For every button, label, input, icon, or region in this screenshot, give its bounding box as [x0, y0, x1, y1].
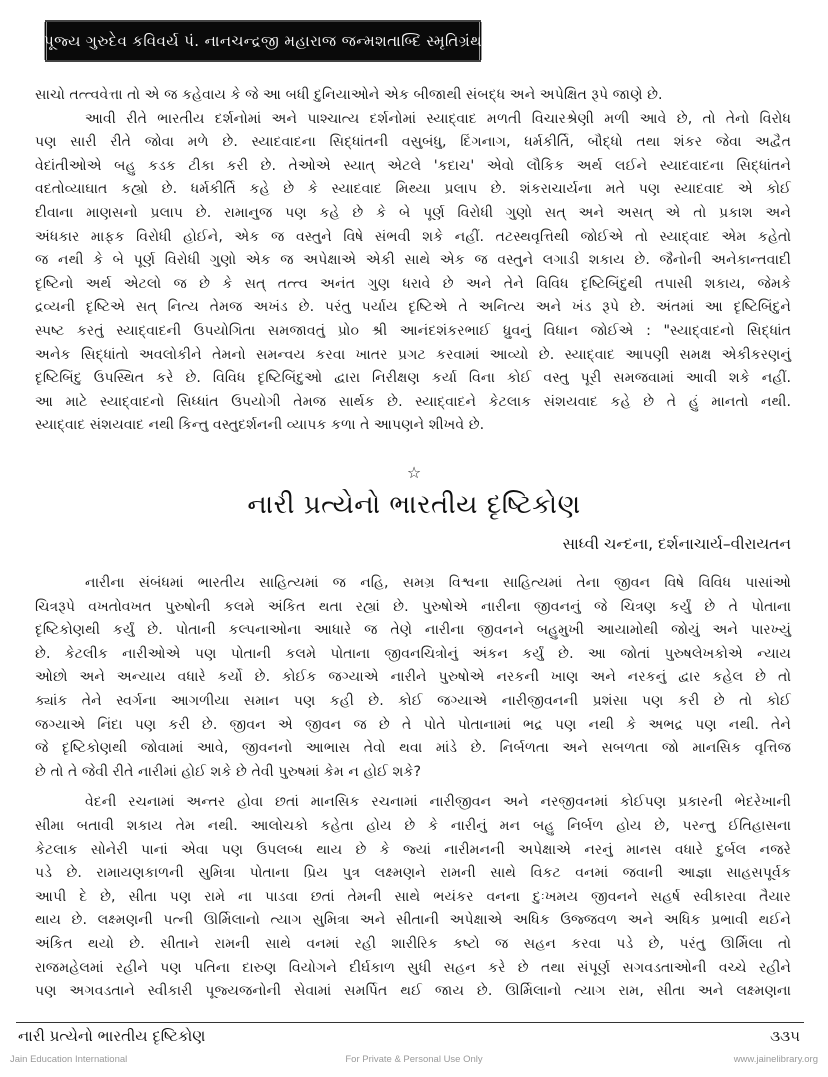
article-body — [35, 572, 791, 1004]
text-line: જગ્યાએ નિંદા પણ કરી છે. જીવન એ જીવન જ છે તે પોતે પોતાનામાં ભદ્ર પણ નથી કે અભદ્ર પણ નથી. તેને — [35, 716, 791, 733]
text-line: દીવાના માણસનો પ્રલાપ છે. રામાનુજ પણ કહે છે કે બે પૂર્ણ વિરોધી ગુણો સત્ અને અસત્ એ તો પ્રકાશ અને — [35, 204, 791, 221]
text-line: અનેક સિદ્ધાંતો અવલોકીને તેમનો સમન્વય કરવા ખાતર પ્રગટ કરવામાં આવ્યો છે. સ્યાદ્‌વાદ આપણી સમક્ષ એકીકરણનું — [35, 346, 791, 363]
text-line: પણ અગવડતાને સ્વીકારી પૂજ્યજનોની સેવામાં સમર્પિત થઈ જાય છે. ઊર્મિલાનો ત્યાગ રામ, સીતા અને લક્ષ્મણના — [35, 983, 791, 1000]
paragraph — [35, 108, 791, 132]
text-line: અંધકાર માફક વિરોધી હોઈને, એક જ વસ્તુને વિષે સંભવી શકે નહીં. તટસ્થવૃત્તિથી જોઈએ તો સ્યાદ્‌વાદ એમ કહેતો — [35, 228, 791, 245]
text-line: દૃષ્ટિનો અર્થ એટલો જ છે કે સત્ તત્ત્વ અનંત ગુણ ધરાવે છે અને તેને વિવિધ દૃષ્ટિબિંદુથી તપાસી શકાય, જેમકે — [35, 275, 791, 292]
text-line: સ્યાદ્‌વાદ સંશયવાદ નથી કિન્તુ વસ્તુદર્શનની વ્યાપક કળા તે આપણને શીખવે છે. — [35, 417, 485, 434]
text-line: દ્રવ્યની દૃષ્ટિએ સત્ નિત્ય તેમજ અખંડ છે. પરંતુ પર્યાય દૃષ્ટિએ તે અનિત્ય અને ખંડ રૂપે છે. અંતમાં આ દૃષ્ટિબિંદુને — [35, 299, 791, 316]
book-title-banner — [44, 22, 482, 60]
page-number: ૩૩૫ — [770, 1027, 800, 1045]
text-line: થાય છે. લક્ષ્મણની પત્ની ઊર્મિલાનો ત્યાગ સુમિત્રા અને સીતાની અપેક્ષાએ અધિક ઉજ્જવળ અને અધિક પ્રભાવી થઈને — [35, 912, 791, 929]
running-footer-title: નારી પ્રત્યેનો ભારતીય દૃષ્ટિકોણ — [18, 1027, 206, 1045]
text-line: વેદની રચનામાં અન્તર હોવા છતાં માનસિક રચનામાં નારીજીવન અને નરજીવનમાં કોઈપણ પ્રકારની ભેદરેખાની — [85, 794, 791, 811]
text-line: જે દૃષ્ટિકોણથી જોવામાં આવે, જીવનનો આભાસ તેવો થવા માંડે છે. નિર્બળતા અને સબળતા જો માનસિક વૃત્તિજ — [35, 740, 791, 757]
credit-website-link[interactable]: www.jainelibrary.org — [733, 1054, 818, 1065]
text-line: છે તો તે જેવી રીતે નારીમાં હોઈ શકે છે તેવી પુરુષમાં કેમ ન હોઈ શકે? — [35, 763, 422, 780]
text-line: દૃષ્ટિકોણથી કર્યું છે. પોતાની કલ્પનાઓના આધારે જ તેણે નારીના જીવનને બહુમુખી આયામોથી જોયું અને પારખ્યું — [35, 622, 791, 639]
text-line: અંકિત થયો છે. સીતાને રામની સાથે વનમાં રહી શારીરિક કષ્ટો જ સહન કરવા પડે છે, પરંતુ ઊર્મિલા તો — [35, 935, 791, 952]
text-line: વેદાંતીઓએ બહુ કડક ટીકા કરી છે. તેઓએ સ્યાત્ એટલે 'કદાચ' એવો લૌકિક અર્થ લઈને સ્યાદવાદના સિદ્ધાંતને — [35, 157, 791, 174]
previous-article-body — [35, 84, 791, 438]
book-title-text: પૂજ્ય ગુરુદેવ કવિવર્ય પં. નાનચન્દ્રજી મહારાજ જન્મશતાબ્દિ સ્મૃતિગ્રંથ — [43, 32, 483, 50]
text-line: વદતોવ્યાઘાત કહ્યો છે. ધર્મકીર્તિ કહે છે કે સ્યાદવાદ મિથ્યા પ્રલાપ છે. શંકરાચાર્યના મતે પણ સ્યાદવાદ એ કોઈ — [35, 181, 791, 198]
text-line: છે. કેટલીક નારીઓએ પણ પોતાની કલમે પોતાના જીવનચિત્રોનું અંકન કર્યું છે. આ જોતાં પુરુષલેખકોએ ન્યાય — [35, 645, 791, 662]
text-line: ક્યાંક તેને સ્વર્ગના આગળીયા સમાન પણ કહી છે. કોઈ જગ્યાએ નારીજીવનની પ્રશંસા પણ કરી છે તો કોઈ — [35, 692, 791, 709]
text-line: દૃષ્ટિબિંદુ ઉપસ્થિત કરે છે. વિવિધ દૃષ્ટિબિંદુઓ દ્વારા નિરીક્ષણ કર્યા વિના કોઈ વસ્તુ પૂરી સમજવામાં આવી શકે નહીં. — [35, 370, 791, 387]
text-line: કેટલાક સોનેરી પાનાં એવા પણ ઉપલબ્ધ થાય છે કે જ્યાં નારીમનની અપેક્ષાએ નરનું માનસ વધારે દુર્બલ નજરે — [35, 841, 791, 858]
text-line: ઓછો અને અન્યાય વધારે કર્યો છે. કોઈક જગ્યાએ નારીને પુરુષોએ નરકની ખાણ અને નરકનું દ્વાર કહેલ છે તો — [35, 669, 791, 686]
paragraph — [35, 84, 791, 108]
text-line: જ નથી કે બે પૂર્ણ વિરોધી ગુણો એક જ અપેક્ષાએ એકી સાથે એક જ વસ્તુને લગાડી શકાય છે. જૈનોની અનેકાન્તવાદી — [35, 252, 791, 269]
text-line: આવી રીતે ભારતીય દર્શનોમાં અને પાશ્ચાત્ય દર્શનોમાં સ્યાદ્‌વાદ મળતી વિચારશ્રેણી મળી આવે છે, તો તેનો વિરોધ — [85, 110, 791, 127]
text-line: પડે છે. રામાયણકાળની સુમિત્રા પોતાના પ્રિય પુત્ર લક્ષ્મણને રામની સાથે વિકટ વનમાં જવાની આજ્ઞા સાહસપૂર્વક — [35, 865, 791, 882]
text-line: સીમા બતાવી શકાય તેમ નથી. આલોચકો કહેતા હોય છે કે નારીનું મન બહુ નિર્બળ હોય છે, પરન્તુ ઈતિહાસના — [35, 817, 791, 834]
text-line: પણ સારી રીતે જોવા મળે છે. સ્યાદવાદના સિદ્ધાંતની વસુબંધુ, દિંગનાગ, ધર્મકીર્તિ, બૌદ્ધો તથા શંકર જેવા અદ્વૈત — [35, 134, 791, 151]
credit-usage-note: For Private & Personal Use Only — [345, 1054, 483, 1065]
star-divider-icon: ☆ — [406, 463, 422, 482]
text-line: સાચો તત્ત્વવેત્તા તો એ જ કહેવાય કે જે આ બધી દુનિયાઓને એક બીજાથી સંબદ્ધ અને અપેક્ષિત રૂપે જાણે છે. — [35, 87, 663, 103]
text-line: રાજમહેલમાં રહીને પણ પતિના દારુણ વિયોગને દીર્ઘકાળ સુધી સહન કરે છે તથા સંપૂર્ણ સગવડતાઓની વચ્ચે રહીને — [35, 959, 791, 976]
footer-divider — [16, 1022, 804, 1023]
text-line: નારીના સંબંધમાં ભારતીય સાહિત્યમાં જ નહિ, સમગ્ર વિશ્વના સાહિત્યમાં તેના જીવન વિષે વિવિધ પાસાંઓ — [85, 575, 791, 591]
credit-publisher: Jain Education International — [10, 1054, 128, 1065]
article-title: નારી પ્રત્યેનો ભારતીય દૃષ્ટિકોણ — [247, 490, 581, 520]
text-line: આપી દે છે, સીતા પણ રામે ના પાડવા છતાં તેમની સાથે ભયંકર વનના દુઃખમય જીવનને સહર્ષ સ્વીકારવા તૈયાર — [35, 888, 791, 905]
text-line: સ્પષ્ટ કરતું સ્યાદ્‌વાદની ઉપયોગિતા સમજાવતું પ્રો૦ શ્રી આનંદશંકરભાઈ ધ્રુવનું વિધાન જોઈએ : "સ્યાદ્‌વાદનો સિદ્ધાંત — [35, 322, 791, 339]
text-line: આ માટે સ્યાદ્‌વાદનો સિધ્ધાંત ઉપયોગી તેમજ સાર્થક છે. સ્યાદ્‌વાદને કેટલાક સંશયવાદ કહે છે તે હું માનતો નથી. — [35, 393, 791, 410]
text-line: ચિત્રરૂપે વખતોવખત પુરુષોની કલમે અંકિત થતા રહ્યાં છે. પુરુષોએ નારીના જીવનનું જે ચિત્રણ કર્યું છે તે પોતાના — [35, 598, 791, 615]
article-author: સાધ્વી ચન્દના, દર્શનાચાર્ય–વીરાયતન — [562, 535, 791, 553]
